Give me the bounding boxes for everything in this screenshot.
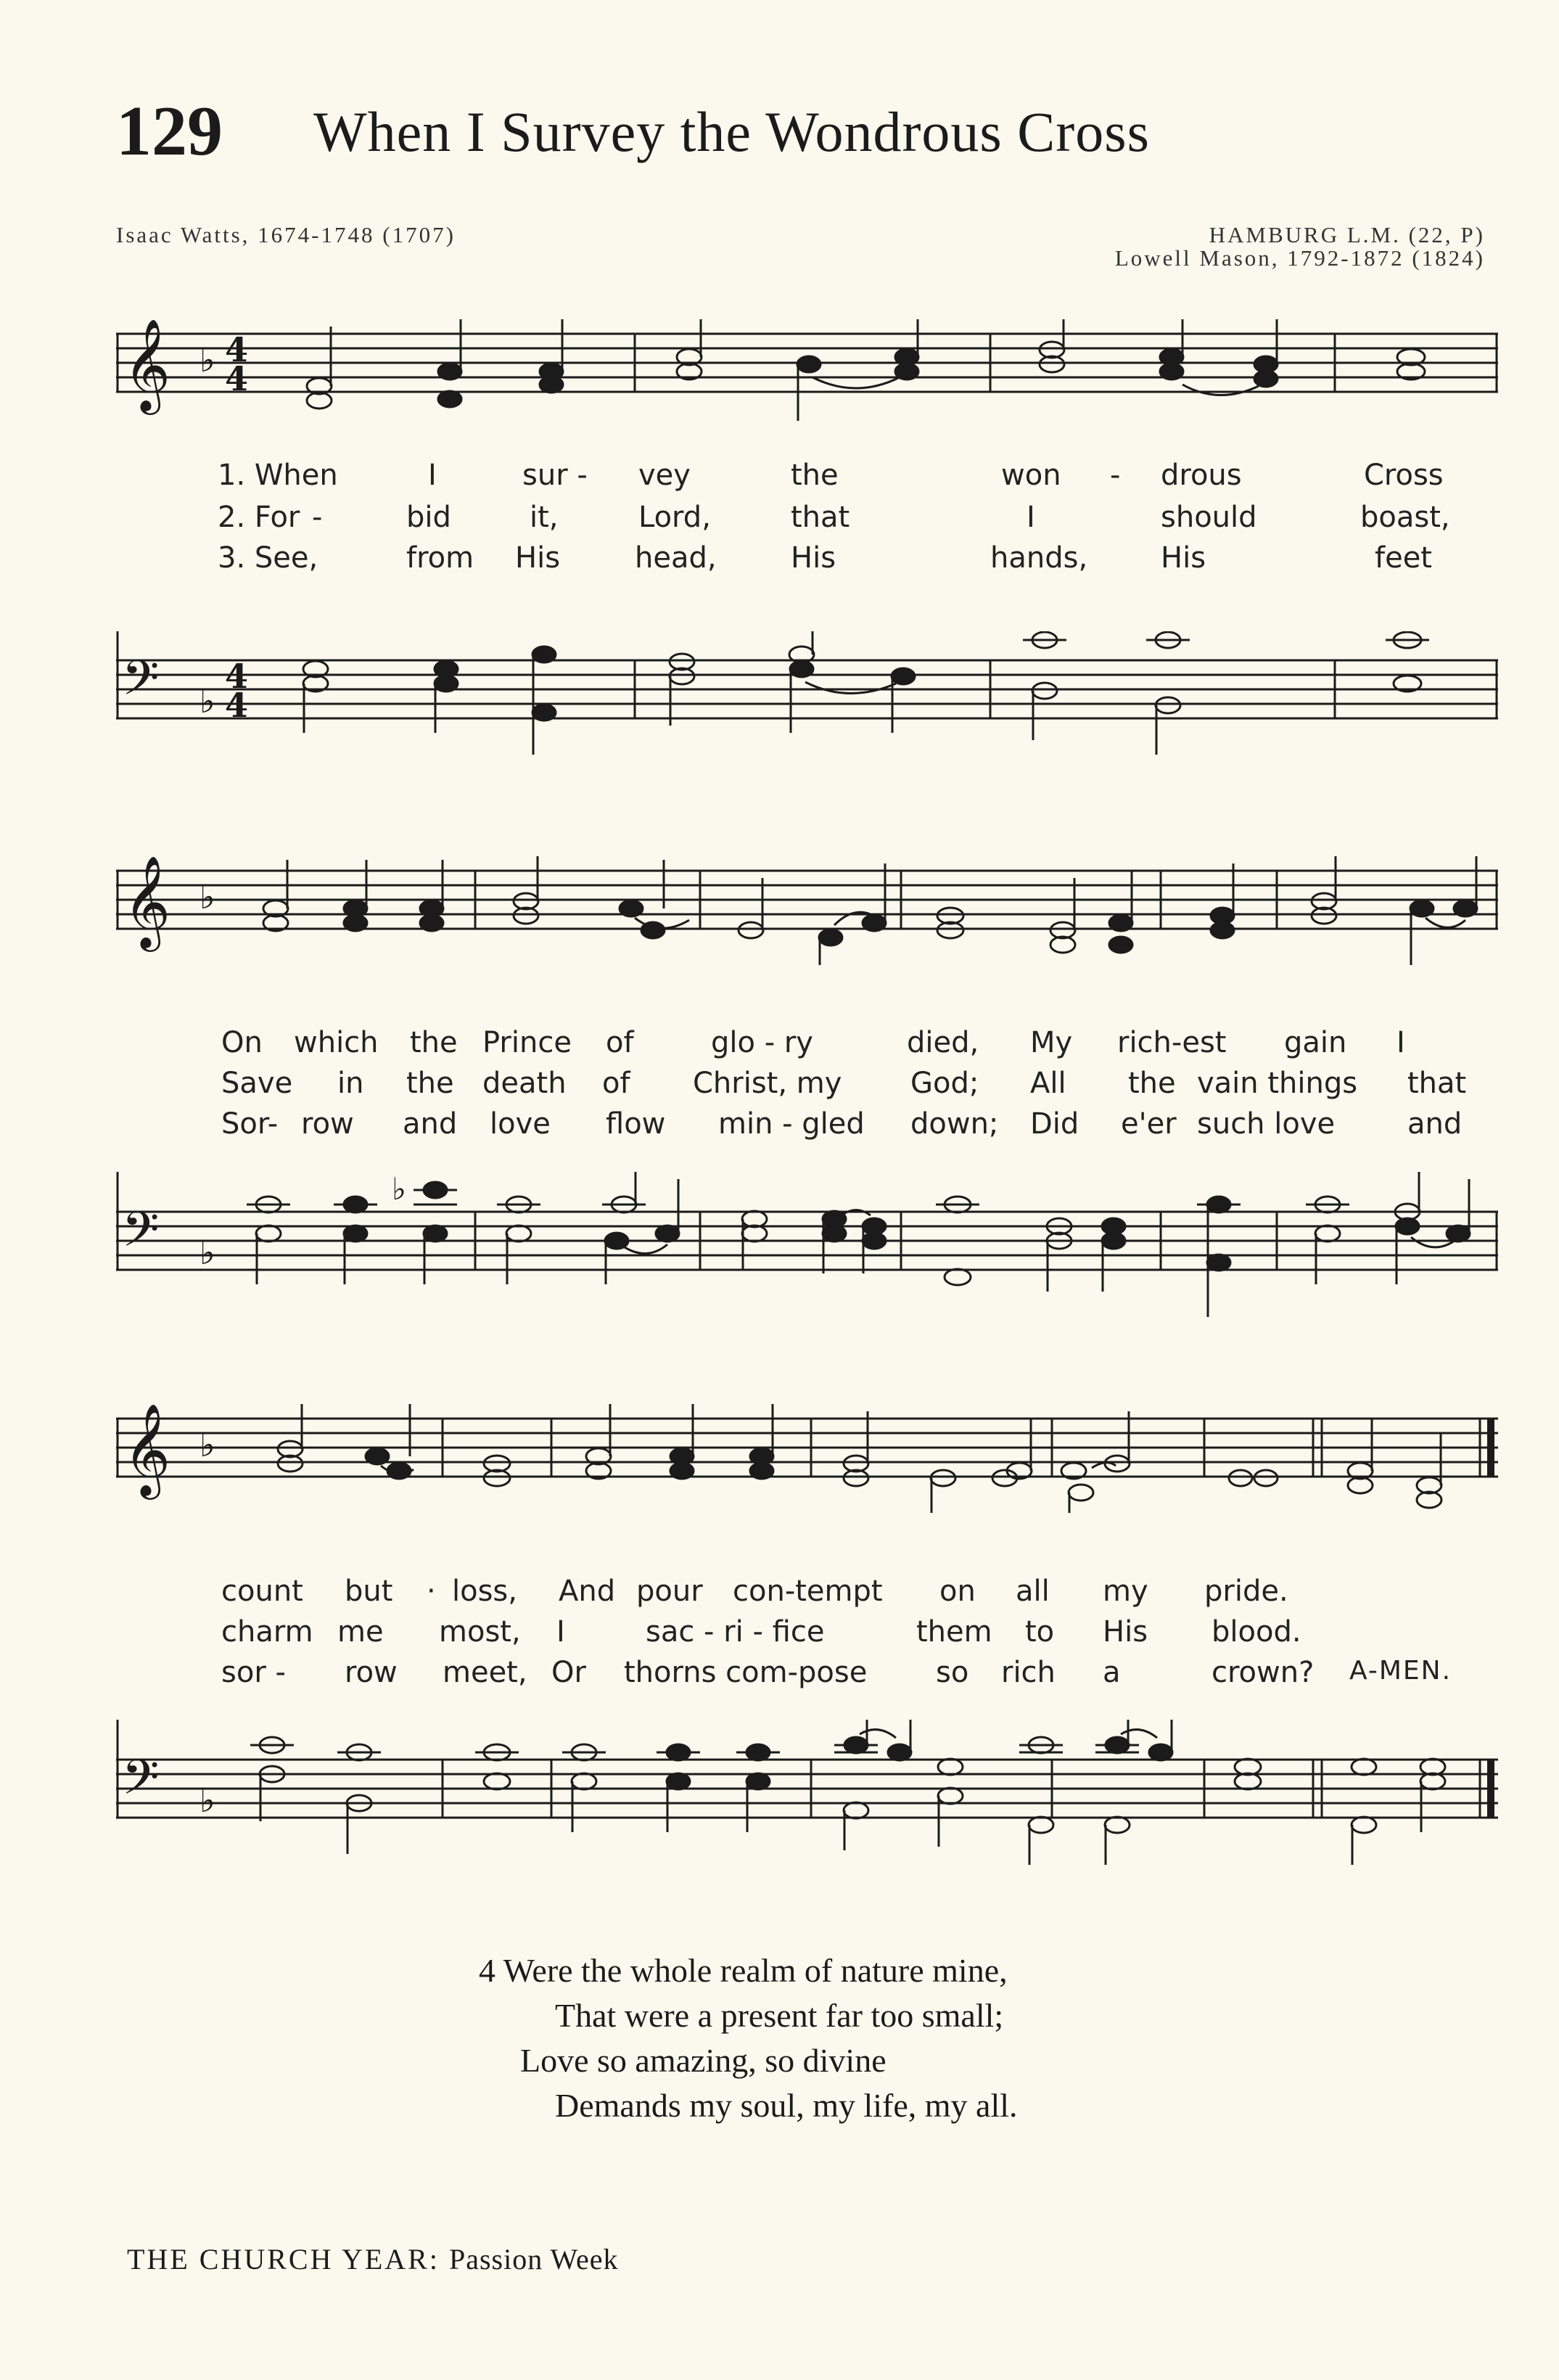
lyric-syllable: 1. When <box>218 459 338 492</box>
footer-label: THE CHURCH YEAR: <box>127 2243 440 2276</box>
lyric-syllable: glo - ry <box>711 1026 813 1059</box>
lyric-syllable: head, <box>635 541 717 575</box>
lyric-syllable: vey <box>638 459 691 492</box>
lyric-syllable: that <box>791 501 850 534</box>
lyric-syllable: hands, <box>990 541 1088 575</box>
svg-text:♭: ♭ <box>199 1425 215 1464</box>
lyric-syllable: I <box>1027 501 1035 534</box>
lyric-syllable: on <box>939 1575 976 1608</box>
svg-text:𝄢: 𝄢 <box>122 650 160 718</box>
lyric-syllable: of <box>606 1026 634 1059</box>
svg-text:♭: ♭ <box>199 1233 215 1272</box>
lyric-syllable: sac - ri - fice <box>646 1615 825 1649</box>
lyric-syllable: His <box>515 541 561 575</box>
lyric-syllable: love <box>490 1107 551 1141</box>
svg-text:4: 4 <box>225 330 249 369</box>
svg-text:♭: ♭ <box>392 1172 406 1207</box>
lyric-syllable: drous <box>1161 459 1242 492</box>
lyric-syllable: most, <box>439 1615 521 1649</box>
lyric-syllable: all <box>1016 1575 1050 1608</box>
treble-staff-1 <box>116 319 1502 421</box>
stanza-4 <box>479 1948 1018 2128</box>
lyric-syllable: God; <box>910 1067 979 1100</box>
stanza-line: Demands my soul, my life, my all. <box>555 2087 1018 2124</box>
lyric-syllable: it, <box>530 501 559 534</box>
lyric-syllable: Save <box>221 1067 293 1100</box>
stanza-line: That were a present far too small; <box>555 1997 1004 2034</box>
lyric-syllable: them <box>916 1615 992 1649</box>
lyric-syllable: crown? <box>1212 1656 1315 1689</box>
lyric-syllable: · <box>427 1575 436 1608</box>
stanza-line: Love so amazing, so divine <box>520 2042 887 2079</box>
lyric-syllable: charm <box>221 1615 313 1649</box>
lyric-syllable: pour <box>636 1575 703 1608</box>
svg-text:♭: ♭ <box>199 681 215 721</box>
lyric-syllable: feet <box>1375 541 1432 575</box>
lyric-syllable: meet, <box>443 1656 527 1689</box>
lyric-syllable: pride. <box>1204 1575 1288 1608</box>
svg-text:𝄢: 𝄢 <box>122 1749 160 1817</box>
lyric-syllable: that <box>1407 1067 1467 1100</box>
lyric-syllable: I <box>1396 1026 1405 1059</box>
lyric-syllable: and <box>1407 1107 1463 1141</box>
lyric-syllable: won <box>1001 459 1061 492</box>
treble-staff-2 <box>116 856 1502 965</box>
lyric-syllable: blood. <box>1212 1615 1301 1649</box>
lyric-syllable: All <box>1030 1067 1066 1100</box>
lyric-syllable: but <box>345 1575 393 1608</box>
lyric-syllable: Lord, <box>638 501 711 534</box>
svg-text:𝄢: 𝄢 <box>122 1202 160 1269</box>
lyric-syllable: con-tempt <box>733 1575 883 1608</box>
lyric-syllable: so <box>936 1656 969 1689</box>
lyric-syllable: such love <box>1197 1107 1336 1141</box>
lyric-syllable: the <box>791 459 839 492</box>
lyric-syllable: vain things <box>1197 1067 1358 1100</box>
lyric-syllable: His <box>1161 541 1206 575</box>
lyric-syllable: rich-est <box>1117 1026 1227 1059</box>
lyric-syllable: 2. For <box>218 501 300 534</box>
svg-text:𝄞: 𝄞 <box>123 319 171 411</box>
lyric-syllable: died, <box>907 1026 979 1059</box>
svg-text:4: 4 <box>225 657 249 696</box>
amen-label: A-MEN. <box>1349 1656 1452 1686</box>
lyric-syllable: Sor- <box>221 1107 279 1141</box>
author-credit: Isaac Watts, 1674-1748 (1707) <box>116 222 456 247</box>
lyric-syllable: I <box>428 459 437 492</box>
composer-credit: Lowell Mason, 1792-1872 (1824) <box>1114 245 1485 271</box>
bass-staff-1 <box>116 631 1502 755</box>
lyric-syllable: a <box>1103 1656 1121 1689</box>
lyric-syllable: Prince <box>482 1026 572 1059</box>
tune-name: HAMBURG L.M. (22, P) <box>1209 222 1485 247</box>
church-year-footer <box>127 2242 619 2276</box>
lyric-syllable: My <box>1030 1026 1073 1059</box>
bass-staff-2 <box>116 1172 1502 1317</box>
lyric-syllable: 3. See, <box>218 541 318 575</box>
lyric-syllable: Or <box>551 1656 586 1689</box>
bass-staff-3 <box>116 1720 1502 1865</box>
lyric-syllable: His <box>791 541 836 575</box>
lyric-syllable: sur - <box>522 459 588 492</box>
lyric-syllable: On <box>221 1026 263 1059</box>
lyric-syllable: sor - <box>221 1656 286 1689</box>
lyric-syllable: His <box>1103 1615 1148 1649</box>
lyric-syllable: boast, <box>1360 501 1450 534</box>
hymn-title: When I Survey the Wondrous Cross <box>313 100 1150 163</box>
lyric-syllable: from <box>406 541 474 575</box>
lyric-syllable: - <box>312 501 323 534</box>
lyric-syllable: my <box>1103 1575 1148 1608</box>
lyric-syllable: Cross <box>1364 459 1444 492</box>
lyric-syllable: count <box>221 1575 303 1608</box>
lyric-syllable: should <box>1161 501 1257 534</box>
lyric-syllable: row <box>301 1107 354 1141</box>
lyric-syllable: of <box>602 1067 630 1100</box>
treble-staff-3 <box>116 1404 1502 1513</box>
lyric-syllable: in <box>337 1067 364 1100</box>
svg-text:𝄞: 𝄞 <box>123 856 171 948</box>
lyric-syllable: min - gled <box>718 1107 865 1141</box>
svg-text:𝄞: 𝄞 <box>123 1404 171 1495</box>
lyric-syllable: gain <box>1284 1026 1347 1059</box>
lyric-syllable: thorns com-pose <box>624 1656 868 1689</box>
svg-text:♭: ♭ <box>199 1781 215 1820</box>
svg-text:4: 4 <box>225 359 249 398</box>
lyric-syllable: rich <box>1001 1656 1056 1689</box>
lyric-syllable: I <box>556 1615 565 1649</box>
lyric-syllable: the <box>410 1026 458 1059</box>
svg-text:♭: ♭ <box>199 877 215 916</box>
lyric-syllable: flow <box>606 1107 666 1141</box>
lyric-syllable: And <box>559 1575 616 1608</box>
lyric-syllable: e'er <box>1121 1107 1177 1141</box>
svg-text:♭: ♭ <box>199 340 215 379</box>
lyric-syllable: Christ, my <box>693 1067 842 1100</box>
lyric-syllable: - <box>1110 459 1121 492</box>
hymn-number: 129 <box>116 92 223 171</box>
lyric-syllable: me <box>337 1615 384 1649</box>
lyric-syllable: down; <box>910 1107 999 1141</box>
lyric-syllable: death <box>482 1067 567 1100</box>
lyric-syllable: to <box>1025 1615 1055 1649</box>
lyric-syllable: and <box>403 1107 458 1141</box>
lyric-syllable: row <box>345 1656 398 1689</box>
footer-season: Passion Week <box>448 2243 619 2276</box>
lyric-syllable: the <box>406 1067 454 1100</box>
svg-text:4: 4 <box>225 686 249 725</box>
lyric-syllable: Did <box>1030 1107 1079 1141</box>
lyric-syllable: loss, <box>452 1575 517 1608</box>
stanza-line: 4 Were the whole realm of nature mine, <box>479 1952 1008 1989</box>
lyric-syllable: the <box>1128 1067 1176 1100</box>
lyric-syllable: bid <box>406 501 451 534</box>
lyric-syllable: which <box>294 1026 379 1059</box>
